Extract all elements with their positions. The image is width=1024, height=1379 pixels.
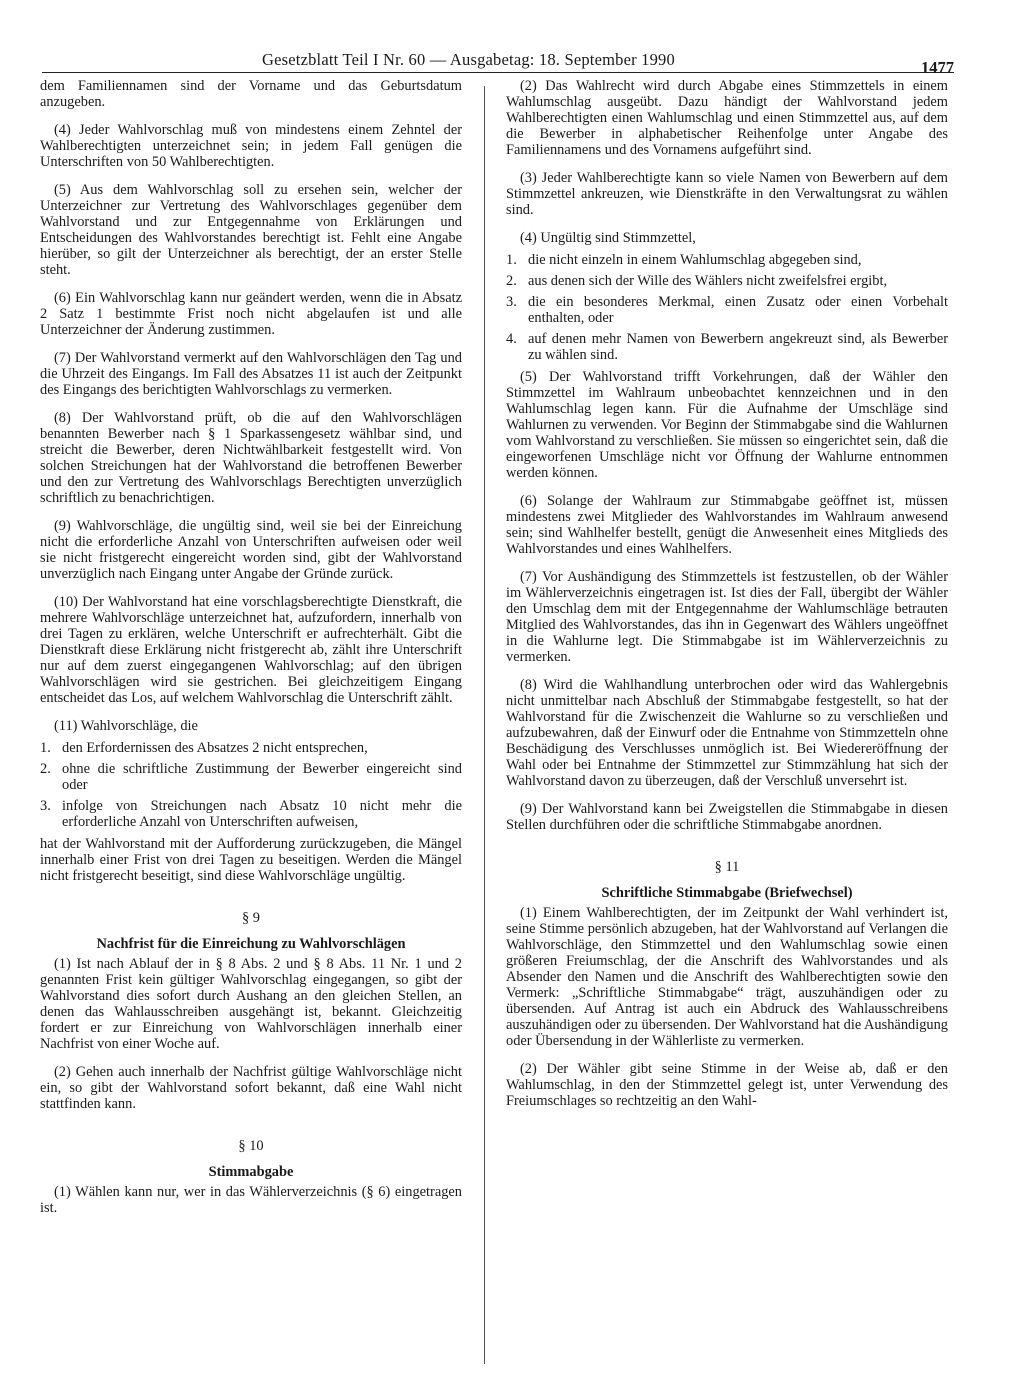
section-9-title: Nachfrist für die Einreichung zu Wahlvorschlägen	[96, 936, 406, 952]
paragraph-4-intro: (4) Ungültig sind Stimmzettel,	[520, 230, 696, 246]
section-10-title: Stimmabgabe	[208, 1164, 294, 1180]
paragraph-6: (6) Solange der Wahlraum zur Stimmabgabe geöffnet ist, müssen mindestens zwei Mitglieder des Wahlvorstandes im Wahlraum anwesend sein; sind Wahlhelfer bestellt, genügt die Anwesenheit eines Mitglieds des Wahlvorstandes und eines Wahlhelfers.	[506, 493, 948, 557]
paragraph-8: (8) Der Wahlvorstand prüft, ob die auf den Wahlvorschlägen benannten Bewerber nach § 1 Sparkassengesetz wählbar sind, und streicht die Bewerber, deren Nichtwählbarkeit festgestellt wird. Von solchen Streichungen hat der Wahlvorstand die betroffenen Bewerber und den zur Vertretung des Wahlvorschlags Berechtigten unverzüglich schriftlich zu benachrichtigen.	[40, 410, 462, 506]
page-header	[42, 46, 954, 77]
list-item-number: 2.	[40, 761, 51, 777]
page-number: 1477	[921, 58, 954, 77]
list-item-number: 1.	[506, 252, 517, 268]
section-11-number: § 11	[714, 859, 740, 875]
list-item-text: ohne die schriftliche Zustimmung der Bewerber eingereicht sind oder	[62, 761, 462, 793]
list-item-text: aus denen sich der Wille des Wählers nicht zweifelsfrei ergibt,	[528, 273, 888, 289]
paragraph-9: (9) Der Wahlvorstand kann bei Zweigstellen die Stimmabgabe in diesen Stellen durchführen oder die schriftliche Stimmabgabe anordnen.	[506, 801, 948, 833]
list-item-text: infolge von Streichungen nach Absatz 10 nicht mehr die erforderliche Anzahl von Unterschriften aufweisen,	[62, 798, 462, 830]
header-title: Gesetzblatt Teil I Nr. 60 — Ausgabetag: 18. September 1990	[262, 50, 675, 69]
paragraph-11-end: hat der Wahlvorstand mit der Aufforderung zurückzugeben, die Mängel innerhalb einer Frist von drei Tagen zu beseitigen. Werden die Mängel nicht fristgerecht beseitigt, sind diese Wahlvorschläge ungültig.	[40, 836, 462, 884]
section-10-paragraph-1: (1) Wählen kann nur, wer in das Wählerverzeichnis (§ 6) eingetragen ist.	[40, 1184, 462, 1216]
paragraph-11-intro: (11) Wahlvorschläge, die	[54, 718, 198, 734]
section-11-title: Schriftliche Stimmabgabe (Briefwechsel)	[601, 885, 853, 901]
list-item-text: die ein besonderes Merkmal, einen Zusatz oder einen Vorbehalt enthalten, oder	[528, 294, 948, 326]
paragraph-5: (5) Aus dem Wahlvorschlag soll zu ersehen sein, welcher der Unterzeichner zur Vertretung des Wahlvorschlages gegenüber dem Wahlvorstand und zur Entgegennahme von Erklärungen und Entscheidungen des Wahlvorstandes berechtigt ist. Fehlt eine Angabe hierüber, so gilt der Unterzeichner als berechtigt, der an erster Stelle steht.	[40, 182, 462, 278]
list-item-text: den Erfordernissen des Absatzes 2 nicht entsprechen,	[62, 740, 368, 756]
paragraph-9: (9) Wahlvorschläge, die ungültig sind, weil sie bei der Einreichung nicht die erforderliche Anzahl von Unterschriften aufweisen oder weil sie nicht fristgerecht eingereicht worden sind, gibt der Wahlvorstand unverzüglich nach Eingang unter Angabe der Gründe zurück.	[40, 518, 462, 582]
paragraph-8: (8) Wird die Wahlhandlung unterbrochen oder wird das Wahlergebnis nicht unmittelbar nach Abschluß der Stimmabgabe festgestellt, so hat der Wahlvorstand für die Zwischenzeit die Wahlurne so zu verschließen und aufzubewahren, daß der Einwurf oder die Entnahme von Stimmzetteln ohne Beschädigung des Verschlusses unmöglich ist. Bei Wiedereröffnung der Wahl oder bei Entnahme der Stimmzettel zur Stimmzählung hat sich der Wahlvorstand davon zu überzeugen, daß der Verschluß unversehrt ist.	[506, 677, 948, 789]
list-item	[40, 761, 462, 793]
paragraph-5: (5) Der Wahlvorstand trifft Vorkehrungen, daß der Wähler den Stimmzettel im Wahlraum unbeobachtet kennzeichnen und in den Wahlumschlag legen kann. Für die Aufnahme der Umschläge sind Wahlurnen zu verwenden. Vor Beginn der Stimmabgabe sind die Wahlurnen vom Wahlvorstand zu verschließen. Sie müssen so eingerichtet sein, daß die eingeworfenen Umschläge nicht vor Öffnung der Wahlurne entnommen werden können.	[506, 369, 948, 481]
paragraph-4: (4) Jeder Wahlvorschlag muß von mindestens einem Zehntel der Wahlberechtigten unterzeichnet sein; in jedem Fall genügen die Unterschriften von 50 Wahlberechtigten.	[40, 122, 462, 170]
paragraph-2: (2) Das Wahlrecht wird durch Abgabe eines Stimmzettels in einem Wahlumschlag ausgeübt. Dazu händigt der Wahlvorstand jedem Wahlberechtigten einen Wahlumschlag und einen Stimmzettel aus, auf dem die Bewerber in alphabetischer Reihenfolge unter Angabe des Familiennamens und des Vornamens aufgeführt sind.	[506, 78, 948, 158]
list-item-text: auf denen mehr Namen von Bewerbern angekreuzt sind, als Bewerber zu wählen sind.	[528, 331, 948, 363]
paragraph-3: (3) Jeder Wahlberechtigte kann so viele Namen von Bewerbern auf dem Stimmzettel ankreuzen, wie Dienstkräfte in den Verwaltungsrat zu wählen sind.	[506, 170, 948, 218]
left-column	[40, 78, 462, 1228]
list-item	[506, 252, 948, 268]
list-item	[506, 331, 948, 363]
list-item-number: 3.	[506, 294, 517, 310]
section-9-paragraph-2: (2) Gehen auch innerhalb der Nachfrist gültige Wahlvorschläge nicht ein, so gibt der Wahlvorstand sofort bekannt, daß eine Wahl nicht stattfinden kann.	[40, 1064, 462, 1112]
list-item-text: die nicht einzeln in einem Wahlumschlag abgegeben sind,	[528, 252, 862, 268]
list-item	[506, 294, 948, 326]
paragraph-7: (7) Vor Aushändigung des Stimmzettels ist festzustellen, ob der Wähler im Wählerverzeichnis eingetragen ist. Ist dies der Fall, übergibt der Wähler den Umschlag dem mit der Entgegennahme der Wahlumschläge betrauten Mitglied des Wahlvorstandes, das ihn in Gegenwart des Wählers ungeöffnet in die Wahlurne legt. Die Stimmabgabe ist im Wählerverzeichnis zu vermerken.	[506, 569, 948, 665]
list-item-number: 4.	[506, 331, 517, 347]
section-11-paragraph-1: (1) Einem Wahlberechtigten, der im Zeitpunkt der Wahl verhindert ist, seine Stimme persönlich abzugeben, hat der Wahlvorstand auf Verlangen die Wahlvorschläge, den Stimmzettel und den Wahlumschlag sowie einen größeren Freiumschlag, der die Anschrift des Wahlvorstandes und als Absender den Namen und die Anschrift des Wahlberechtigten sowie den Vermerk: „Schriftliche Stimmabgabe“ trägt, auszuhändigen oder zu übersenden. Auf Antrag ist auch ein Abdruck des Wahlausschreibens auszuhändigen oder zu übersenden. Der Wahlvorstand hat die Aushändigung oder Übersendung in der Wählerliste zu vermerken.	[506, 905, 948, 1049]
list-item	[506, 273, 948, 289]
section-10-number: § 10	[238, 1138, 264, 1154]
paragraph-6: (6) Ein Wahlvorschlag kann nur geändert werden, wenn die in Absatz 2 Satz 1 bestimmte Frist noch nicht abgelaufen ist und alle Unterzeichner der Änderung zustimmen.	[40, 290, 462, 338]
paragraph-4-list	[506, 252, 948, 363]
paragraph-11-list	[40, 740, 462, 830]
list-item-number: 1.	[40, 740, 51, 756]
column-divider	[484, 86, 485, 1364]
list-item	[40, 798, 462, 830]
section-9-paragraph-1: (1) Ist nach Ablauf der in § 8 Abs. 2 und § 8 Abs. 11 Nr. 1 und 2 genannten Frist kein gültiger Wahlvorschlag eingegangen, so gibt der Wahlvorstand dies sofort durch Aushang an den gleichen Stellen, an denen das Wahlausschreiben ausgehängt ist, bekannt. Gleichzeitig fordert er zur Einreichung von Wahlvorschlägen innerhalb einer Nachfrist von einer Woche auf.	[40, 956, 462, 1052]
right-column	[506, 78, 948, 1121]
paragraph-10: (10) Der Wahlvorstand hat eine vorschlagsberechtigte Dienstkraft, die mehrere Wahlvorschläge unterzeichnet hat, aufzufordern, innerhalb von drei Tagen zu erklären, welche Unterschrift er aufrechterhält. Gibt die Dienstkraft diese Erklärung nicht fristgerecht ab, zählt ihre Unterschrift nur auf dem zuerst eingegangenen Wahlvorschlag; auf den übrigen Wahlvorschlägen wird sie gestrichen. Bei gleichzeitigem Eingang entscheidet das Los, auf welchem Wahlvorschlag die Unterschrift zählt.	[40, 594, 462, 706]
list-item-number: 3.	[40, 798, 51, 814]
paragraph-continued: dem Familiennamen sind der Vorname und das Geburtsdatum anzugeben.	[40, 78, 462, 110]
section-9-number: § 9	[242, 910, 260, 926]
list-item	[40, 740, 462, 756]
list-item-number: 2.	[506, 273, 517, 289]
section-11-paragraph-2: (2) Der Wähler gibt seine Stimme in der Weise ab, daß er den Wahlumschlag, in den der Stimmzettel gelegt ist, unter Verwendung des Freiumschlages so rechtzeitig an den Wahl-	[506, 1061, 948, 1109]
paragraph-7: (7) Der Wahlvorstand vermerkt auf den Wahlvorschlägen den Tag und die Uhrzeit des Eingangs. Im Fall des Absatzes 11 ist auch der Zeitpunkt des Eingangs des berichtigten Wahlvorschlags zu vermerken.	[40, 350, 462, 398]
